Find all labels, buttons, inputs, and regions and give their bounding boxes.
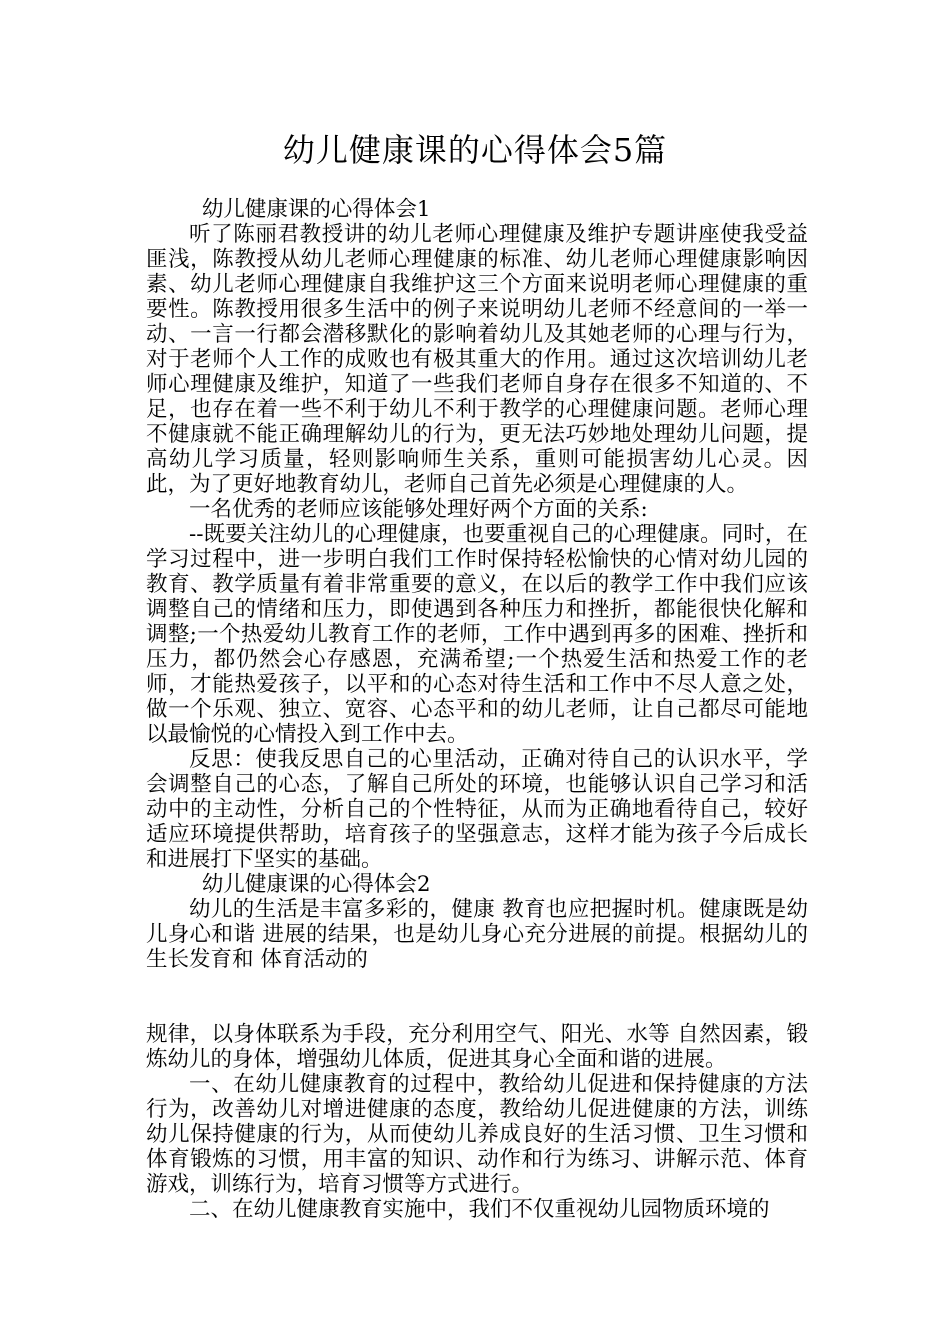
section-1-paragraph-3: --既要关注幼儿的心理健康，也要重视自己的心理健康。同时，在学习过程中，进一步明白我们工作时保持轻松愉快的心情对幼儿园的教育、教学质量有着非常重要的意义，在以后的教学工作中我们应该调整自己的情绪和压力，即使遇到各种压力和挫折，都能很快化解和调整;一个热爱幼儿教育工作的老师，工作中遇到再多的困难、挫折和压力，都仍然会心存感恩，充满希望;一个热爱生活和热爱工作的老师，才能热爱孩子，以平和的心态对待生活和工作中不尽人意之处，做一个乐观、独立、宽容、心态平和的幼儿老师，让自己都尽可能地以最愉悦的心情投入到工作中去。	[146, 522, 808, 747]
section-2-paragraph-3: 一、在幼儿健康教育的过程中，教给幼儿促进和保持健康的方法行为，改善幼儿对增进健康的态度，教给幼儿促进健康的方法，训练幼儿保持健康的行为，从而使幼儿养成良好的生活习惯、卫生习惯和体育锻炼的习惯，用丰富的知识、动作和行为练习、讲解示范、体育游戏，训练行为，培育习惯等方式进行。	[146, 1072, 808, 1197]
section-1-heading: 幼儿健康课的心得体会1	[201, 197, 431, 222]
document-title: 幼儿健康课的心得体会5篇	[282, 131, 668, 169]
section-2-paragraph-2: 规律，以身体联系为手段，充分利用空气、阳光、水等 自然因素，锻炼幼儿的身体，增强幼儿体质，促进其身心全面和谐的进展。	[146, 1022, 808, 1072]
section-1-paragraph-2: 一名优秀的老师应该能够处理好两个方面的关系:	[189, 497, 648, 522]
section-1-paragraph-1: 听了陈丽君教授讲的幼儿老师心理健康及维护专题讲座使我受益匪浅，陈教授从幼儿老师心理健康的标准、幼儿老师心理健康影响因素、幼儿老师心理健康自我维护这三个方面来说明老师心理健康的重要性。陈教授用很多生活中的例子来说明幼儿老师不经意间的一举一动、一言一行都会潜移默化的影响着幼儿及其她老师的心理与行为，对于老师个人工作的成败也有极其重大的作用。通过这次培训幼儿老师心理健康及维护，知道了一些我们老师自身存在很多不知道的、不足，也存在着一些不利于幼儿不利于教学的心理健康问题。老师心理不健康就不能正确理解幼儿的行为，更无法巧妙地处理幼儿问题，提高幼儿学习质量，轻则影响师生关系，重则可能损害幼儿心灵。因此，为了更好地教育幼儿，老师自己首先必须是心理健康的人。	[146, 222, 808, 497]
document-body	[146, 197, 808, 1222]
paragraph-gap	[146, 972, 808, 1022]
section-1-paragraph-4: 反思：使我反思自己的心里活动，正确对待自己的认识水平，学会调整自己的心态，了解自己所处的环境，也能够认识自己学习和活动中的主动性，分析自己的个性特征，从而为正确地看待自己，较好适应环境提供帮助，培育孩子的坚强意志，这样才能为孩子今后成长和进展打下坚实的基础。	[146, 747, 808, 872]
section-2-paragraph-1: 幼儿的生活是丰富多彩的，健康 教育也应把握时机。健康既是幼儿身心和谐 进展的结果，也是幼儿身心充分进展的前提。根据幼儿的生长发育和 体育活动的	[146, 897, 808, 972]
section-2-heading: 幼儿健康课的心得体会2	[201, 872, 431, 897]
section-2-paragraph-4: 二、在幼儿健康教育实施中，我们不仅重视幼儿园物质环境的	[189, 1197, 770, 1222]
